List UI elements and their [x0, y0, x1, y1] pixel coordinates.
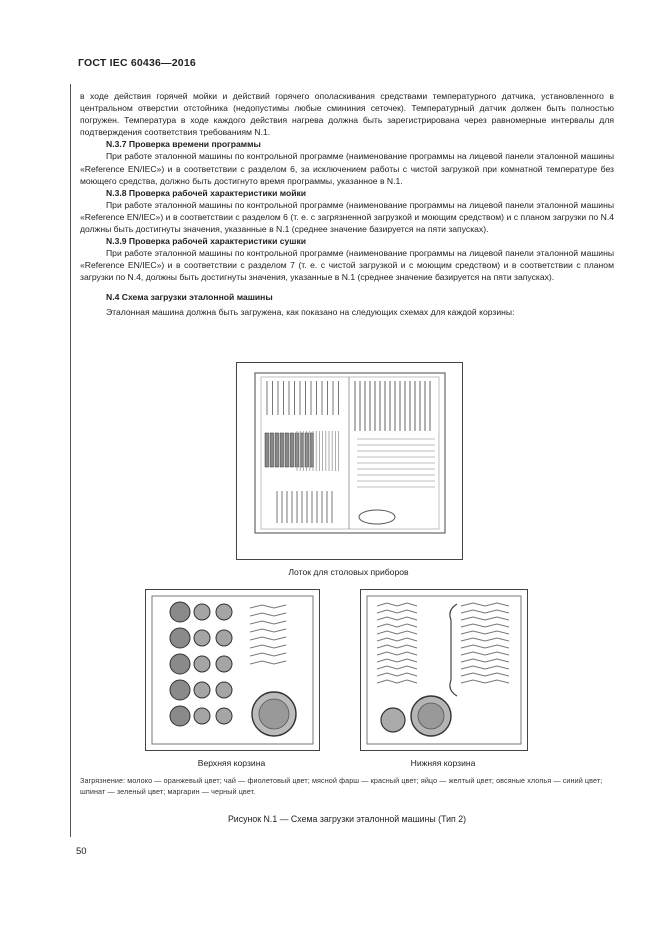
plate-row	[461, 631, 509, 634]
section-text-n4: Эталонная машина должна быть загружена, как показано на следующих схемах для каждой корзины:	[106, 306, 515, 317]
cup	[216, 708, 232, 724]
saucer-row	[250, 637, 286, 640]
plate-row	[377, 610, 417, 613]
cutlery-knife	[270, 433, 274, 467]
cup	[170, 680, 190, 700]
plate-row	[461, 624, 509, 627]
section-text-n38: При работе эталонной машины по контрольной программе (наименование программы на лицевой панели эталонной машины «Reference EN/IEC») и в соответствии с разделом 6 (т. е. с загрязненной загрузкой и моющим средством) и с планом загрузки по N.4 должны быть достигнуты значения, указанные в N.1 (среднее значение базируется на пяти запусках).	[80, 199, 614, 235]
plate-row	[461, 603, 509, 606]
cup	[194, 656, 210, 672]
plate-row	[461, 659, 509, 662]
lower-basket-caption: Нижняя корзина	[410, 758, 476, 768]
cup	[216, 656, 232, 672]
saucer-row	[250, 653, 286, 656]
cup	[194, 604, 210, 620]
plate-row	[461, 617, 509, 620]
soil-legend: Загрязнение: молоко — оранжевый цвет; чай — фиолетовый цвет; мясной фарш — красный цвет; яйцо — желтый цвет; овсяные хлопья — синий цвет; шпинат — зеленый цвет; маргарин — черный цвет.	[80, 776, 603, 796]
standard-header: ГОСТ IEC 60436—2016	[78, 57, 196, 69]
cup	[194, 682, 210, 698]
plate-row	[461, 673, 509, 676]
section-heading-n39: N.3.9 Проверка рабочей характеристики сушки	[106, 236, 307, 247]
cup	[170, 706, 190, 726]
saucer-row	[250, 661, 286, 664]
cup	[194, 630, 210, 646]
cup	[216, 682, 232, 698]
plate-row	[461, 638, 509, 641]
lower-basket-drawing	[361, 590, 527, 750]
upper-basket-figure	[145, 589, 320, 751]
saucer-row	[250, 645, 286, 648]
plate-row	[461, 645, 509, 648]
cutlery-caption: Лоток для столовых приборов	[288, 567, 409, 577]
cup	[216, 630, 232, 646]
page-number: 50	[76, 846, 87, 857]
plate-row	[377, 645, 417, 648]
saucer-row	[250, 621, 286, 624]
cutlery-knife	[275, 433, 279, 467]
cutlery-knife	[285, 433, 289, 467]
saucer-row	[250, 605, 286, 608]
section-text-n39: При работе эталонной машины по контрольной программе (наименование программы на лицевой панели эталонной машины «Reference EN/IEC») и в соответствии с разделом 7 (т. е. с чистой загрузкой и с моющим средством) и в соответствии с планом загрузки по N.4, должны быть достигнуты значения, указанные в N.1 (среднее значение базируется на пяти запусках).	[80, 248, 614, 283]
plate-row	[377, 624, 417, 627]
section-heading-n37: N.3.7 Проверка времени программы	[106, 139, 261, 150]
lower-basket-figure	[360, 589, 528, 751]
cup	[216, 604, 232, 620]
upper-basket-drawing	[146, 590, 319, 750]
intro-paragraph: в ходе действия горячей мойки и действий горячего ополаскивания средствами температурного датчика, установленного в центральном отверстии отстойника (недопустимы любые смининия сеточек). Температурный датчик должен быть полностью погружен. Температура в ходе каждого действия нагрева должна быть зарегистрирована через равномерные интервалы для подтверждения соответствия требованиям N.1.	[80, 91, 614, 138]
section-heading-n38: N.3.8 Проверка рабочей характеристики мойки	[106, 187, 307, 198]
cutlery-ladle	[359, 510, 395, 524]
plate-row	[377, 659, 417, 662]
saucer-row	[250, 629, 286, 632]
cup	[194, 708, 210, 724]
section-heading-n4: N.4 Схема загрузки эталонной машины	[106, 291, 273, 302]
section-text-n37: При работе эталонной машины по контрольной программе (наименование программы на лицевой панели эталонной машины «Reference EN/IEC») и в соответствии с разделом 6, за исключением работы с чистой загрузкой при комнатной температуре без моющего средства, должно быть достигнуто время программы, указанное в N.1.	[80, 151, 614, 186]
plate-row	[461, 680, 509, 683]
cutlery-knife	[290, 433, 294, 467]
margin-rule	[70, 84, 71, 837]
plate-row	[377, 617, 417, 620]
large-plate-center	[259, 699, 289, 729]
bowl-large-inner	[418, 703, 444, 729]
plate-row	[377, 603, 417, 606]
plate-row	[461, 652, 509, 655]
cutlery-knife	[265, 433, 269, 467]
plate-row	[377, 638, 417, 641]
cup	[170, 628, 190, 648]
cutlery-tray-figure	[236, 362, 463, 560]
plate-row	[377, 680, 417, 683]
cup	[170, 654, 190, 674]
cutlery-knife	[280, 433, 284, 467]
saucer-row	[250, 613, 286, 616]
plate-row	[461, 666, 509, 669]
body-text	[80, 90, 614, 318]
plate-row	[461, 610, 509, 613]
plate-row	[377, 673, 417, 676]
plate-row	[377, 652, 417, 655]
figure-caption: Рисунок N.1 — Схема загрузки эталонной машины (Тип 2)	[227, 814, 467, 824]
upper-basket-caption: Верхняя корзина	[197, 758, 266, 768]
cutlery-tray-drawing	[237, 363, 462, 559]
plate-row	[377, 666, 417, 669]
plate-row	[377, 631, 417, 634]
cup	[170, 602, 190, 622]
bowl-small	[381, 708, 405, 732]
